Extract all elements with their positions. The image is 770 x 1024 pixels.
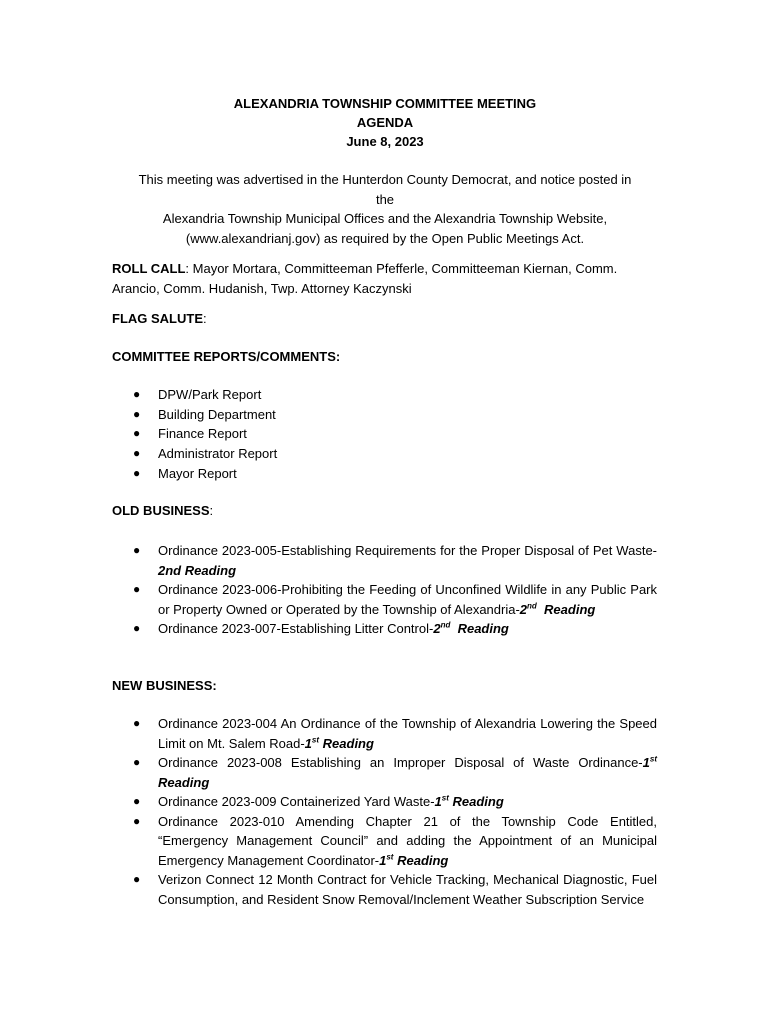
list-item [113, 405, 653, 425]
roll-call-text: : Mayor Mortara, Committeeman Pfefferle, Committeeman Kiernan, Comm. Arancio, Comm. Hudanish, Twp. Attorney Kaczynski [112, 261, 618, 296]
bullet-icon: ● [133, 406, 141, 421]
reading-label: Reading [158, 774, 210, 790]
public-notice [112, 170, 658, 248]
list-item [113, 385, 653, 405]
old-business-list [113, 541, 657, 639]
bullet-icon: ● [133, 872, 141, 886]
roll-call [112, 259, 660, 298]
agenda-header [0, 94, 770, 151]
list-item [113, 464, 653, 484]
bullet-icon: ● [133, 426, 141, 441]
reading-label: 2nd Reading [158, 562, 237, 578]
reading-ordinal: 1 [379, 852, 387, 868]
reading-ordinal-suffix: st [386, 852, 394, 862]
reading-ordinal-suffix: st [441, 793, 449, 803]
list-item-text: Building Department [158, 406, 276, 422]
reading-ordinal: 2 [433, 621, 441, 636]
notice-line: This meeting was advertised in the Hunterdon County Democrat, and notice posted in [138, 172, 632, 187]
bullet-icon: ● [133, 813, 141, 828]
ordinance-text: Ordinance 2023-006-Prohibiting the Feeding of Unconfined Wildlife in any Public Park or Property Owned or Operated by the Township of Alexandria- [158, 582, 657, 617]
ordinance-text: Ordinance 2023-007-Establishing Litter Control- [158, 621, 434, 636]
notice-line: (www.alexandrianj.gov) as required by the Open Public Meetings Act. [185, 230, 585, 246]
list-item-text: DPW/Park Report [158, 387, 262, 402]
list-item-text: Finance Report [158, 426, 247, 442]
list-item [113, 541, 657, 580]
bullet-icon: ● [133, 446, 141, 461]
reading-ordinal: 2 [519, 601, 528, 617]
bullet-icon: ● [133, 465, 141, 480]
reading-ordinal: 1 [642, 755, 650, 770]
reading-label: Reading [397, 852, 449, 868]
ordinance-text: Ordinance 2023-009 Containerized Yard Waste- [158, 794, 435, 809]
list-item [113, 580, 657, 619]
new-business-heading: NEW BUSINESS: [112, 678, 217, 693]
committee-reports-heading: COMMITTEE REPORTS/COMMENTS: [112, 349, 341, 364]
meeting-date: June 8, 2023 [346, 134, 424, 149]
meeting-title: ALEXANDRIA TOWNSHIP COMMITTEE MEETING [233, 96, 537, 111]
list-item-text: Administrator Report [158, 446, 278, 462]
ordinance-text: Ordinance 2023-010 Amending Chapter 21 of the Township Code Entitled, “Emergency Management Council” and adding the Appointment of an Municipal Emergency Management Coordinator- [158, 813, 657, 868]
bullet-icon: ● [133, 794, 141, 808]
bullet-icon: ● [133, 582, 141, 596]
bullet-icon: ● [133, 543, 141, 557]
bullet-icon: ● [133, 716, 141, 730]
reading-ordinal-suffix: st [311, 735, 320, 745]
reading-label: Reading [322, 735, 374, 751]
flag-salute-label: FLAG SALUTE [112, 311, 203, 326]
reading-ordinal-suffix: nd [440, 620, 451, 630]
list-item [113, 619, 657, 639]
reading-ordinal: 1 [304, 735, 312, 751]
old-business-heading [112, 501, 213, 520]
flag-salute-colon: : [203, 311, 207, 326]
roll-call-label: ROLL CALL [112, 261, 186, 276]
list-item [113, 714, 657, 753]
list-item-text: Mayor Report [158, 465, 237, 481]
ordinance-text: Ordinance 2023-004 An Ordinance of the Township of Alexandria Lowering the Speed Limit on Mt. Salem Road- [158, 716, 657, 751]
reading-ordinal-suffix: st [649, 754, 657, 764]
bullet-icon: ● [133, 387, 141, 401]
list-item [113, 753, 657, 792]
bullet-icon: ● [133, 621, 141, 635]
list-item [113, 424, 653, 444]
notice-line: the [375, 191, 395, 207]
new-business-list [113, 714, 657, 909]
contract-text: Verizon Connect 12 Month Contract for Vehicle Tracking, Mechanical Diagnostic, Fuel Consumption, and Resident Snow Removal/Inclement Weather Subscription Service [158, 872, 657, 907]
bullet-icon: ● [133, 755, 141, 769]
list-item [113, 444, 653, 464]
flag-salute-heading [112, 309, 207, 328]
reading-label: Reading [457, 621, 509, 636]
committee-reports-list [113, 385, 653, 483]
ordinance-text: Ordinance 2023-008 Establishing an Improper Disposal of Waste Ordinance- [158, 755, 643, 770]
reading-label: Reading [544, 601, 596, 617]
reading-label: Reading [452, 794, 504, 809]
old-business-colon: : [209, 503, 214, 518]
notice-line: Alexandria Township Municipal Offices and the Alexandria Township Website, [162, 211, 608, 226]
reading-ordinal: 1 [434, 794, 442, 809]
reading-ordinal-suffix: nd [527, 601, 537, 611]
agenda-subtitle: AGENDA [356, 115, 414, 130]
list-item [113, 812, 657, 871]
list-item [113, 870, 657, 909]
list-item [113, 792, 657, 812]
ordinance-text: Ordinance 2023-005-Establishing Requirements for the Proper Disposal of Pet Waste- [158, 543, 657, 558]
old-business-label: OLD BUSINESS [112, 503, 210, 518]
